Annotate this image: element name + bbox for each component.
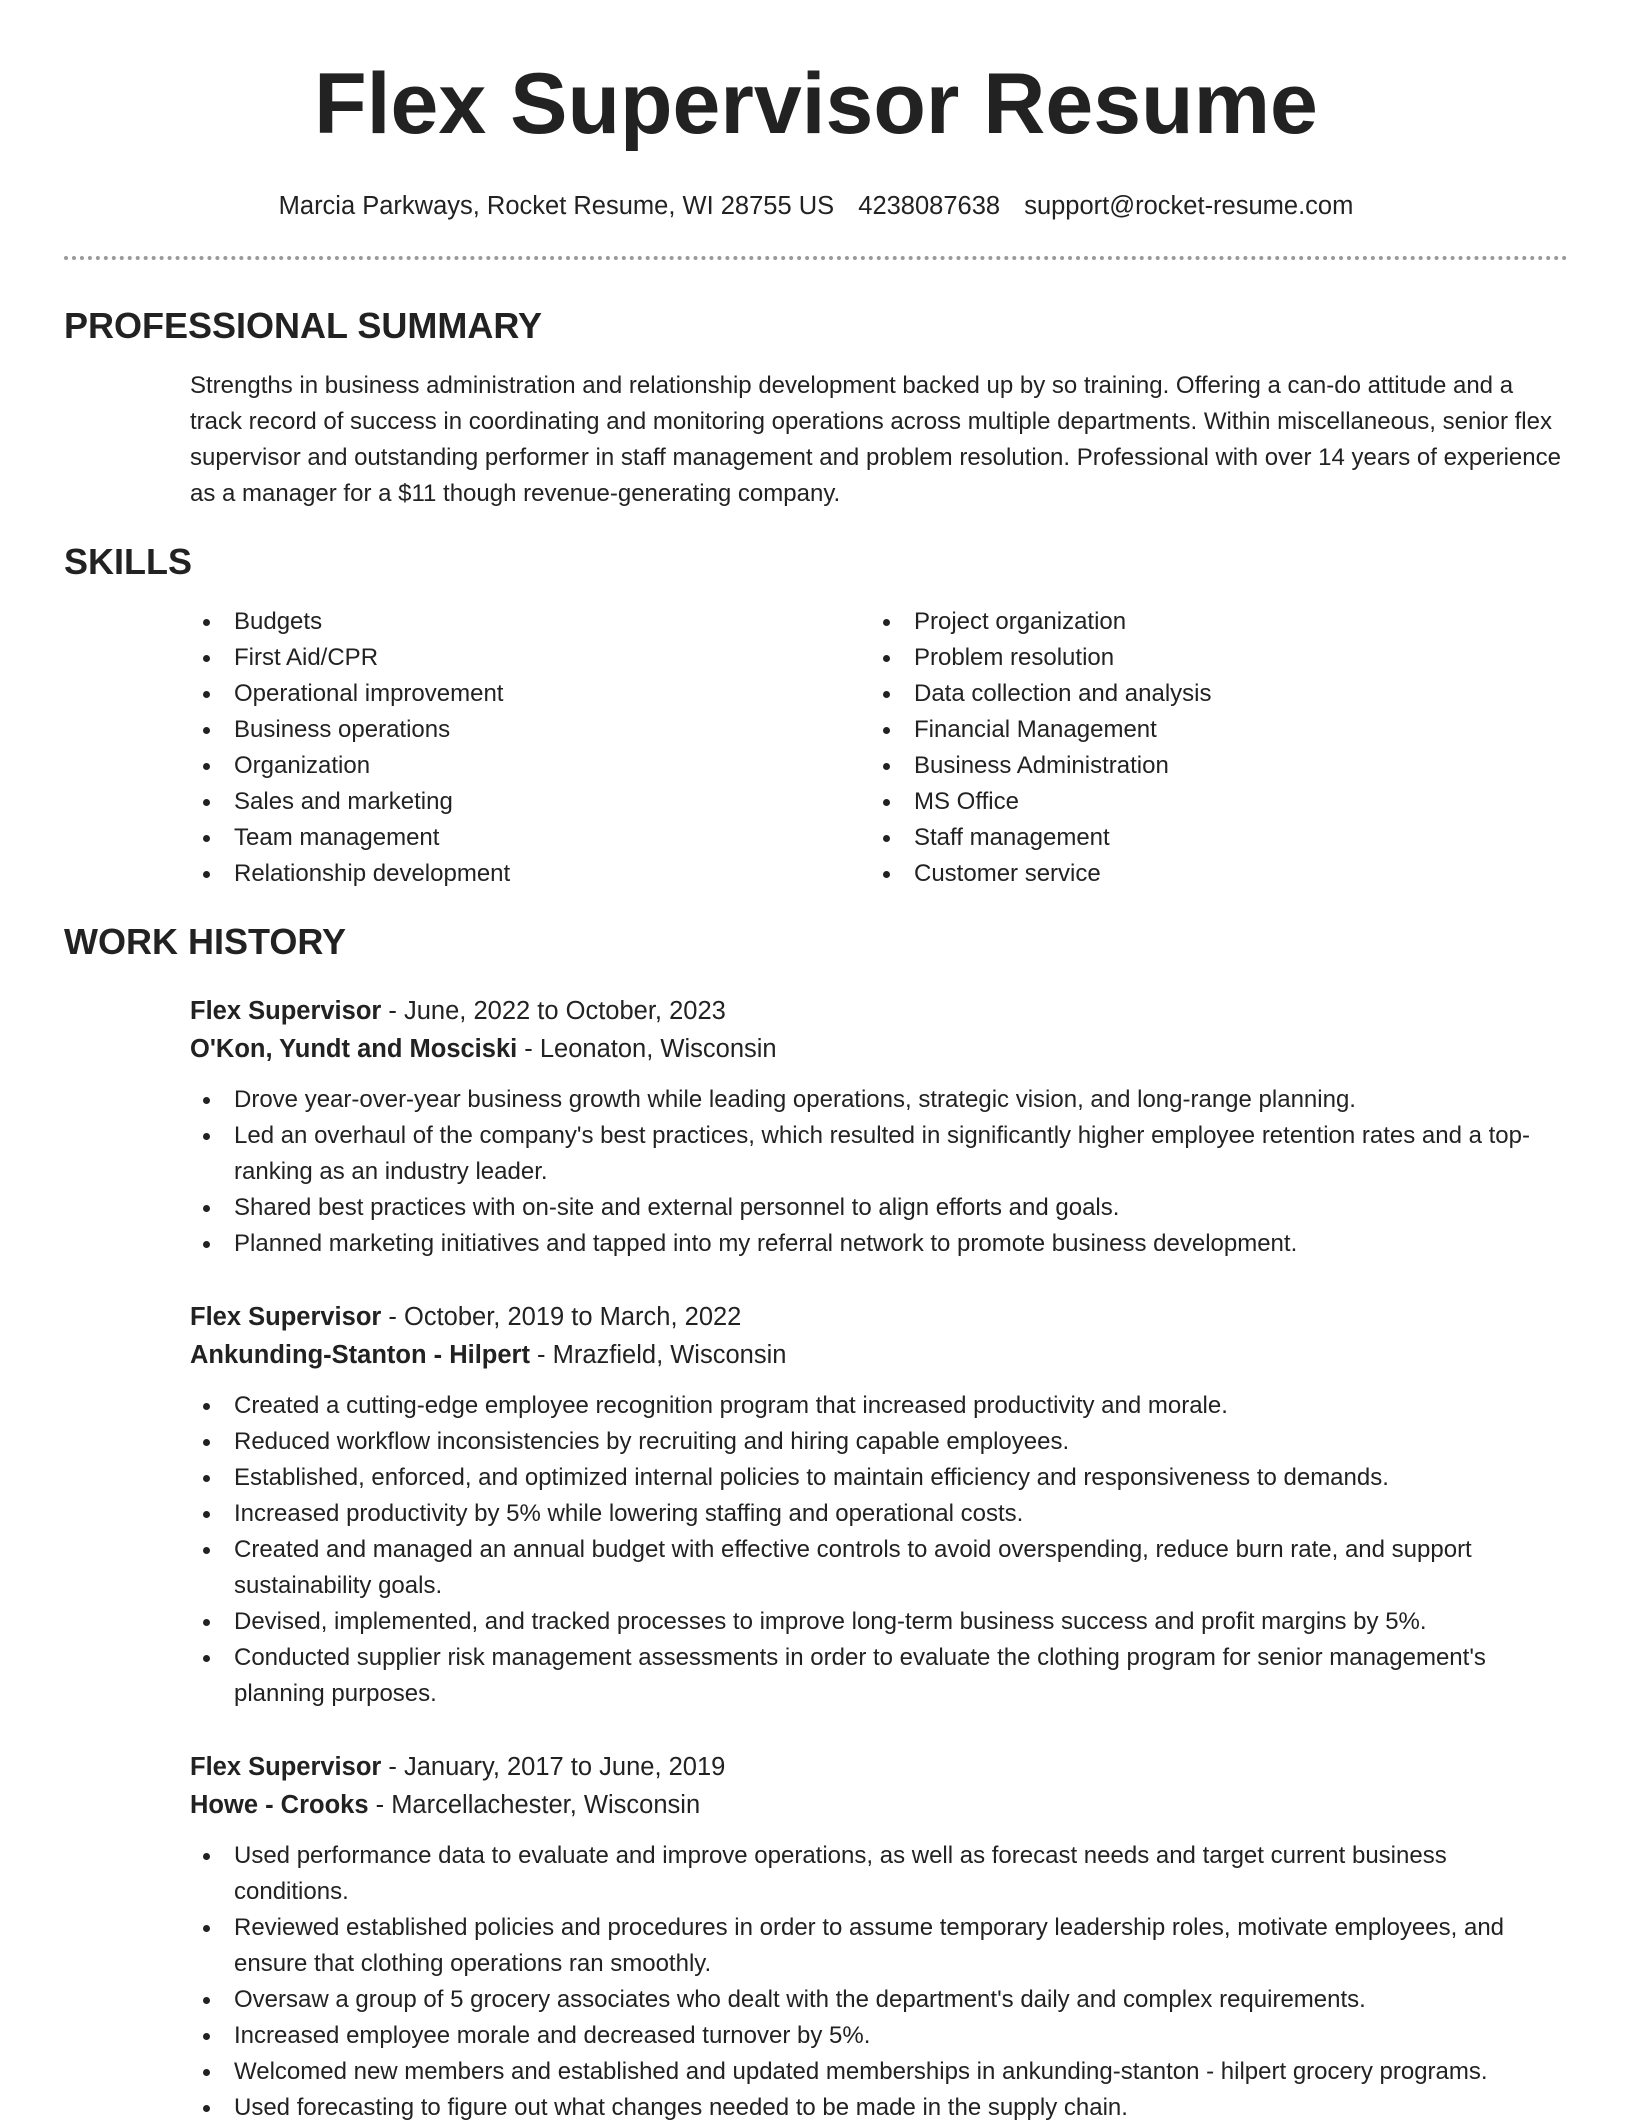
work-history-heading: WORK HISTORY (64, 921, 347, 962)
job-location: - Mrazfield, Wisconsin (529, 1341, 787, 1369)
skill-item: Team management (190, 820, 870, 856)
resume-title: Flex Supervisor Resume (314, 56, 1318, 152)
job-bullet: Planned marketing initiatives and tapped into my referral network to promote business development. (190, 1226, 1568, 1262)
job-bullet: Oversaw a group of 5 grocery associates who dealt with the department's daily and complex requirements. (190, 1982, 1568, 2018)
job-title: Flex Supervisor (190, 1753, 382, 1781)
job-dates: - October, 2019 to March, 2022 (381, 1303, 742, 1331)
job-company-line (190, 1030, 1568, 1068)
skill-item: Organization (190, 748, 870, 784)
skills-column-right (870, 604, 1550, 892)
contact-line (0, 190, 1632, 222)
contact-address: Marcia Parkways, Rocket Resume, WI 28755 US (278, 192, 835, 220)
skill-item: Problem resolution (870, 640, 1550, 676)
job-company: Ankunding-Stanton - Hilpert (190, 1341, 530, 1369)
job-entry (190, 1748, 1568, 2126)
job-bullet: Created a cutting-edge employee recognition program that increased productivity and morale. (190, 1388, 1568, 1424)
job-company-line (190, 1336, 1568, 1374)
summary-text: Strengths in business administration and relationship development backed up by so training. Offering a can-do attitude and a track record of success in coordinating and monitoring operations across multiple departments. Within miscellaneous, senior flex supervisor and outstanding performer in staff management and problem resolution. Professional with over 14 years of experience as a manager for a $11 though revenue-generating company. (190, 372, 1561, 507)
job-location: - Marcellachester, Wisconsin (368, 1791, 701, 1819)
contact-phone: 4238087638 (858, 192, 1001, 220)
job-dates: - January, 2017 to June, 2019 (381, 1753, 726, 1781)
skills-list (190, 604, 1568, 892)
job-bullets (190, 1388, 1568, 1712)
skill-item: Operational improvement (190, 676, 870, 712)
job-bullet: Used forecasting to figure out what changes needed to be made in the supply chain. (190, 2090, 1568, 2126)
job-bullet: Created and managed an annual budget with effective controls to avoid overspending, reduce burn rate, and support sustainability goals. (190, 1532, 1568, 1604)
job-bullets (190, 1838, 1568, 2126)
job-title-line (190, 992, 1568, 1030)
skill-item: MS Office (870, 784, 1550, 820)
job-title-line (190, 1298, 1568, 1336)
job-bullet: Reduced workflow inconsistencies by recruiting and hiring capable employees. (190, 1424, 1568, 1460)
job-bullet: Devised, implemented, and tracked processes to improve long-term business success and profit margins by 5%. (190, 1604, 1568, 1640)
skill-item: Business operations (190, 712, 870, 748)
job-title: Flex Supervisor (190, 997, 382, 1025)
skill-item: Sales and marketing (190, 784, 870, 820)
job-company-line (190, 1786, 1568, 1824)
skill-item: First Aid/CPR (190, 640, 870, 676)
skill-item: Staff management (870, 820, 1550, 856)
job-entry (190, 1298, 1568, 1712)
skill-item: Customer service (870, 856, 1550, 892)
skill-item: Business Administration (870, 748, 1550, 784)
job-bullet: Increased productivity by 5% while lowering staffing and operational costs. (190, 1496, 1568, 1532)
job-bullet: Reviewed established policies and procedures in order to assume temporary leadership roles, motivate employees, and ensure that clothing operations ran smoothly. (190, 1910, 1568, 1982)
summary-heading: PROFESSIONAL SUMMARY (64, 305, 543, 346)
job-bullet: Conducted supplier risk management assessments in order to evaluate the clothing program for senior management's planning purposes. (190, 1640, 1568, 1712)
skills-column-left (190, 604, 870, 892)
skill-item: Budgets (190, 604, 870, 640)
job-bullet: Drove year-over-year business growth while leading operations, strategic vision, and long-range planning. (190, 1082, 1568, 1118)
job-bullet: Established, enforced, and optimized internal policies to maintain efficiency and responsiveness to demands. (190, 1460, 1568, 1496)
job-bullet: Welcomed new members and established and updated memberships in ankunding-stanton - hilpert grocery programs. (190, 2054, 1568, 2090)
work-history-list (0, 992, 1632, 2126)
skill-item: Data collection and analysis (870, 676, 1550, 712)
job-bullet: Used performance data to evaluate and improve operations, as well as forecast needs and target current business conditions. (190, 1838, 1568, 1910)
skill-item: Relationship development (190, 856, 870, 892)
job-location: - Leonaton, Wisconsin (517, 1035, 777, 1063)
job-entry (190, 992, 1568, 1262)
skills-heading: SKILLS (64, 541, 193, 582)
job-bullet: Increased employee morale and decreased turnover by 5%. (190, 2018, 1568, 2054)
job-company: O'Kon, Yundt and Mosciski (190, 1035, 518, 1063)
job-bullet: Shared best practices with on-site and external personnel to align efforts and goals. (190, 1190, 1568, 1226)
skill-item: Financial Management (870, 712, 1550, 748)
job-company: Howe - Crooks (190, 1791, 369, 1819)
job-title: Flex Supervisor (190, 1303, 382, 1331)
job-title-line (190, 1748, 1568, 1786)
header-divider (64, 256, 1568, 260)
job-dates: - June, 2022 to October, 2023 (381, 997, 726, 1025)
job-bullets (190, 1082, 1568, 1262)
job-bullet: Led an overhaul of the company's best practices, which resulted in significantly higher employee retention rates and a top-ranking as an industry leader. (190, 1118, 1568, 1190)
skill-item: Project organization (870, 604, 1550, 640)
contact-email: support@rocket-resume.com (1024, 192, 1354, 220)
